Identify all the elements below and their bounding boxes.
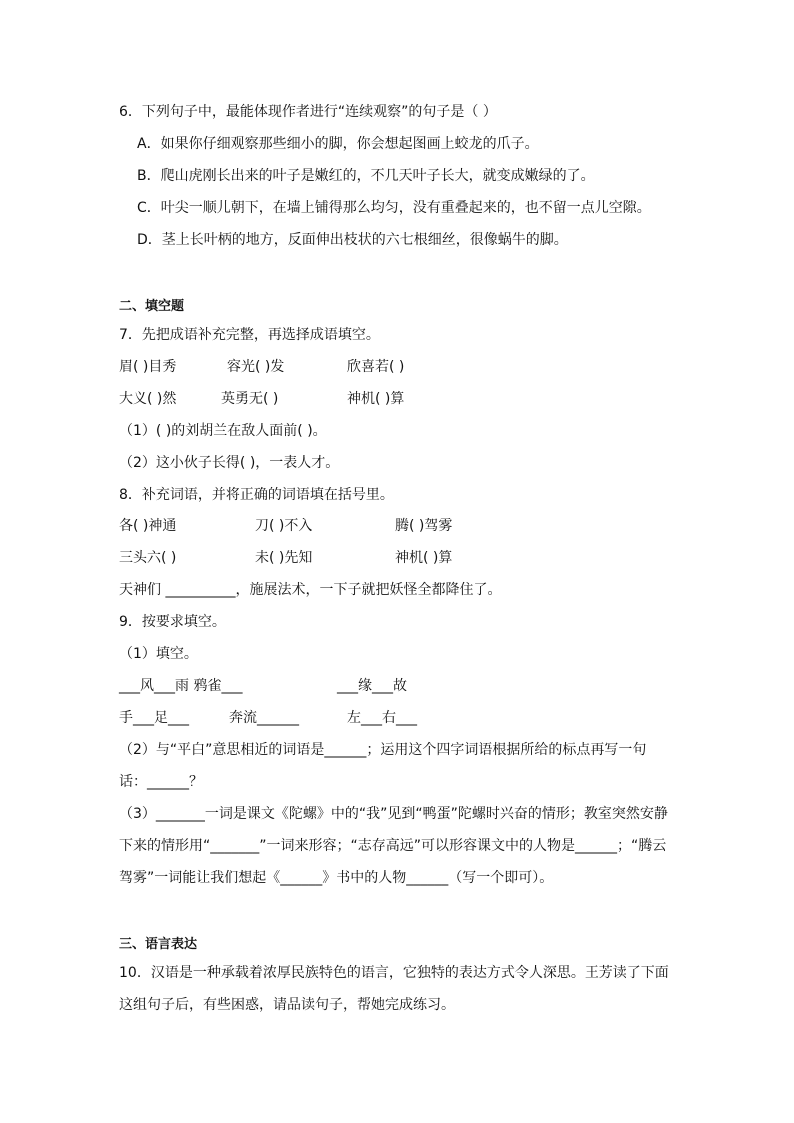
q9-fill-row-2 [119, 708, 679, 728]
q9-sub-1-label: （1）填空。 [119, 646, 198, 662]
word-blank: 各( )神通 [119, 518, 177, 534]
fill-blank: 奔流______ [229, 710, 299, 726]
q6-option-d: D．茎上长叶柄的地方，反面伸出枝状的六七根细丝，很像蜗牛的脚。 [137, 232, 568, 248]
fill-blank: ___缘___故 [337, 678, 407, 694]
word-blank: 腾( )驾雾 [395, 518, 453, 534]
q7-stem: 7．先把成语补充完整，再选择成语填空。 [119, 327, 380, 343]
idiom-blank: 大义( )然 [119, 391, 177, 407]
q10-line-1: 10．汉语是一种承载着浓厚民族特色的语言，它独特的表达方式令人深思。王芳读了下面 [119, 965, 669, 981]
q8-stem: 8．补充词语，并将正确的词语填在括号里。 [119, 487, 394, 503]
idiom-blank: 神机( )算 [347, 391, 405, 407]
q8-sentence: 天神们 __________，施展法术，一下子就把妖怪全都降住了。 [119, 582, 502, 598]
q6-option-c: C．叶尖一顺儿朝下，在墙上铺得那么均匀，没有重叠起来的，也不留一点儿空隙。 [137, 200, 651, 216]
word-blank: 三头六( ) [119, 550, 177, 566]
word-blank: 神机( )算 [395, 550, 453, 566]
q7-sub-question-1: （1）( )的刘胡兰在敌人面前( )。 [119, 423, 327, 439]
idiom-blank: 眉( )目秀 [119, 359, 177, 375]
q6-stem: 6．下列句子中，最能体现作者进行“连续观察”的句子是（ ） [119, 104, 497, 120]
q9-sub-3-line-1: （3）_______一词是课文《陀螺》中的“我”见到“鸭蛋”陀螺时兴奋的情形；教室突然安静 [119, 806, 668, 822]
idiom-blank: 欣喜若( ) [347, 359, 405, 375]
q10-line-2: 这组句子后，有些困惑，请品读句子，帮她完成练习。 [119, 997, 455, 1013]
fill-blank: 手___足___ [119, 710, 189, 726]
idiom-blank: 容光( )发 [227, 359, 285, 375]
idiom-blank: 英勇无( ) [221, 391, 279, 407]
q9-sub-3-line-2: 下来的情形用“_______”一词来形容；“志存高远”可以形容课文中的人物是______；“腾云 [119, 838, 667, 854]
q7-sub-question-2: （2）这小伙子长得( )，一表人才。 [119, 455, 340, 471]
word-blank: 刀( )不入 [255, 518, 313, 534]
fill-blank: 左___右___ [347, 710, 417, 726]
q6-option-a: A．如果你仔细观察那些细小的脚，你会想起图画上蛟龙的爪子。 [137, 136, 539, 152]
section-heading-language-expression: 三、语言表达 [119, 937, 198, 952]
q7-idiom-row-2 [119, 389, 679, 409]
q8-word-row-2 [119, 548, 679, 568]
q9-sub-2-line-1: （2）与“平白”意思相近的词语是______；运用这个四字词语根据所给的标点再写一句 [119, 742, 647, 758]
q7-idiom-row-1 [119, 357, 679, 377]
q9-fill-row-1 [119, 676, 679, 696]
q9-sub-2-line-2: 话：______？ [119, 774, 203, 790]
fill-blank: ___风___雨 鸦雀___ [119, 678, 243, 694]
q6-option-b: B．爬山虎刚长出来的叶子是嫩红的，不几天叶子长大，就变成嫩绿的了。 [137, 168, 595, 184]
word-blank: 未( )先知 [255, 550, 313, 566]
section-heading-fill-in: 二、填空题 [119, 299, 185, 314]
q9-stem: 9．按要求填空。 [119, 614, 226, 630]
q9-sub-3-line-3: 驾雾”一词能让我们想起《______》书中的人物______（写一个即可）。 [119, 870, 554, 886]
q8-word-row-1 [119, 516, 679, 536]
